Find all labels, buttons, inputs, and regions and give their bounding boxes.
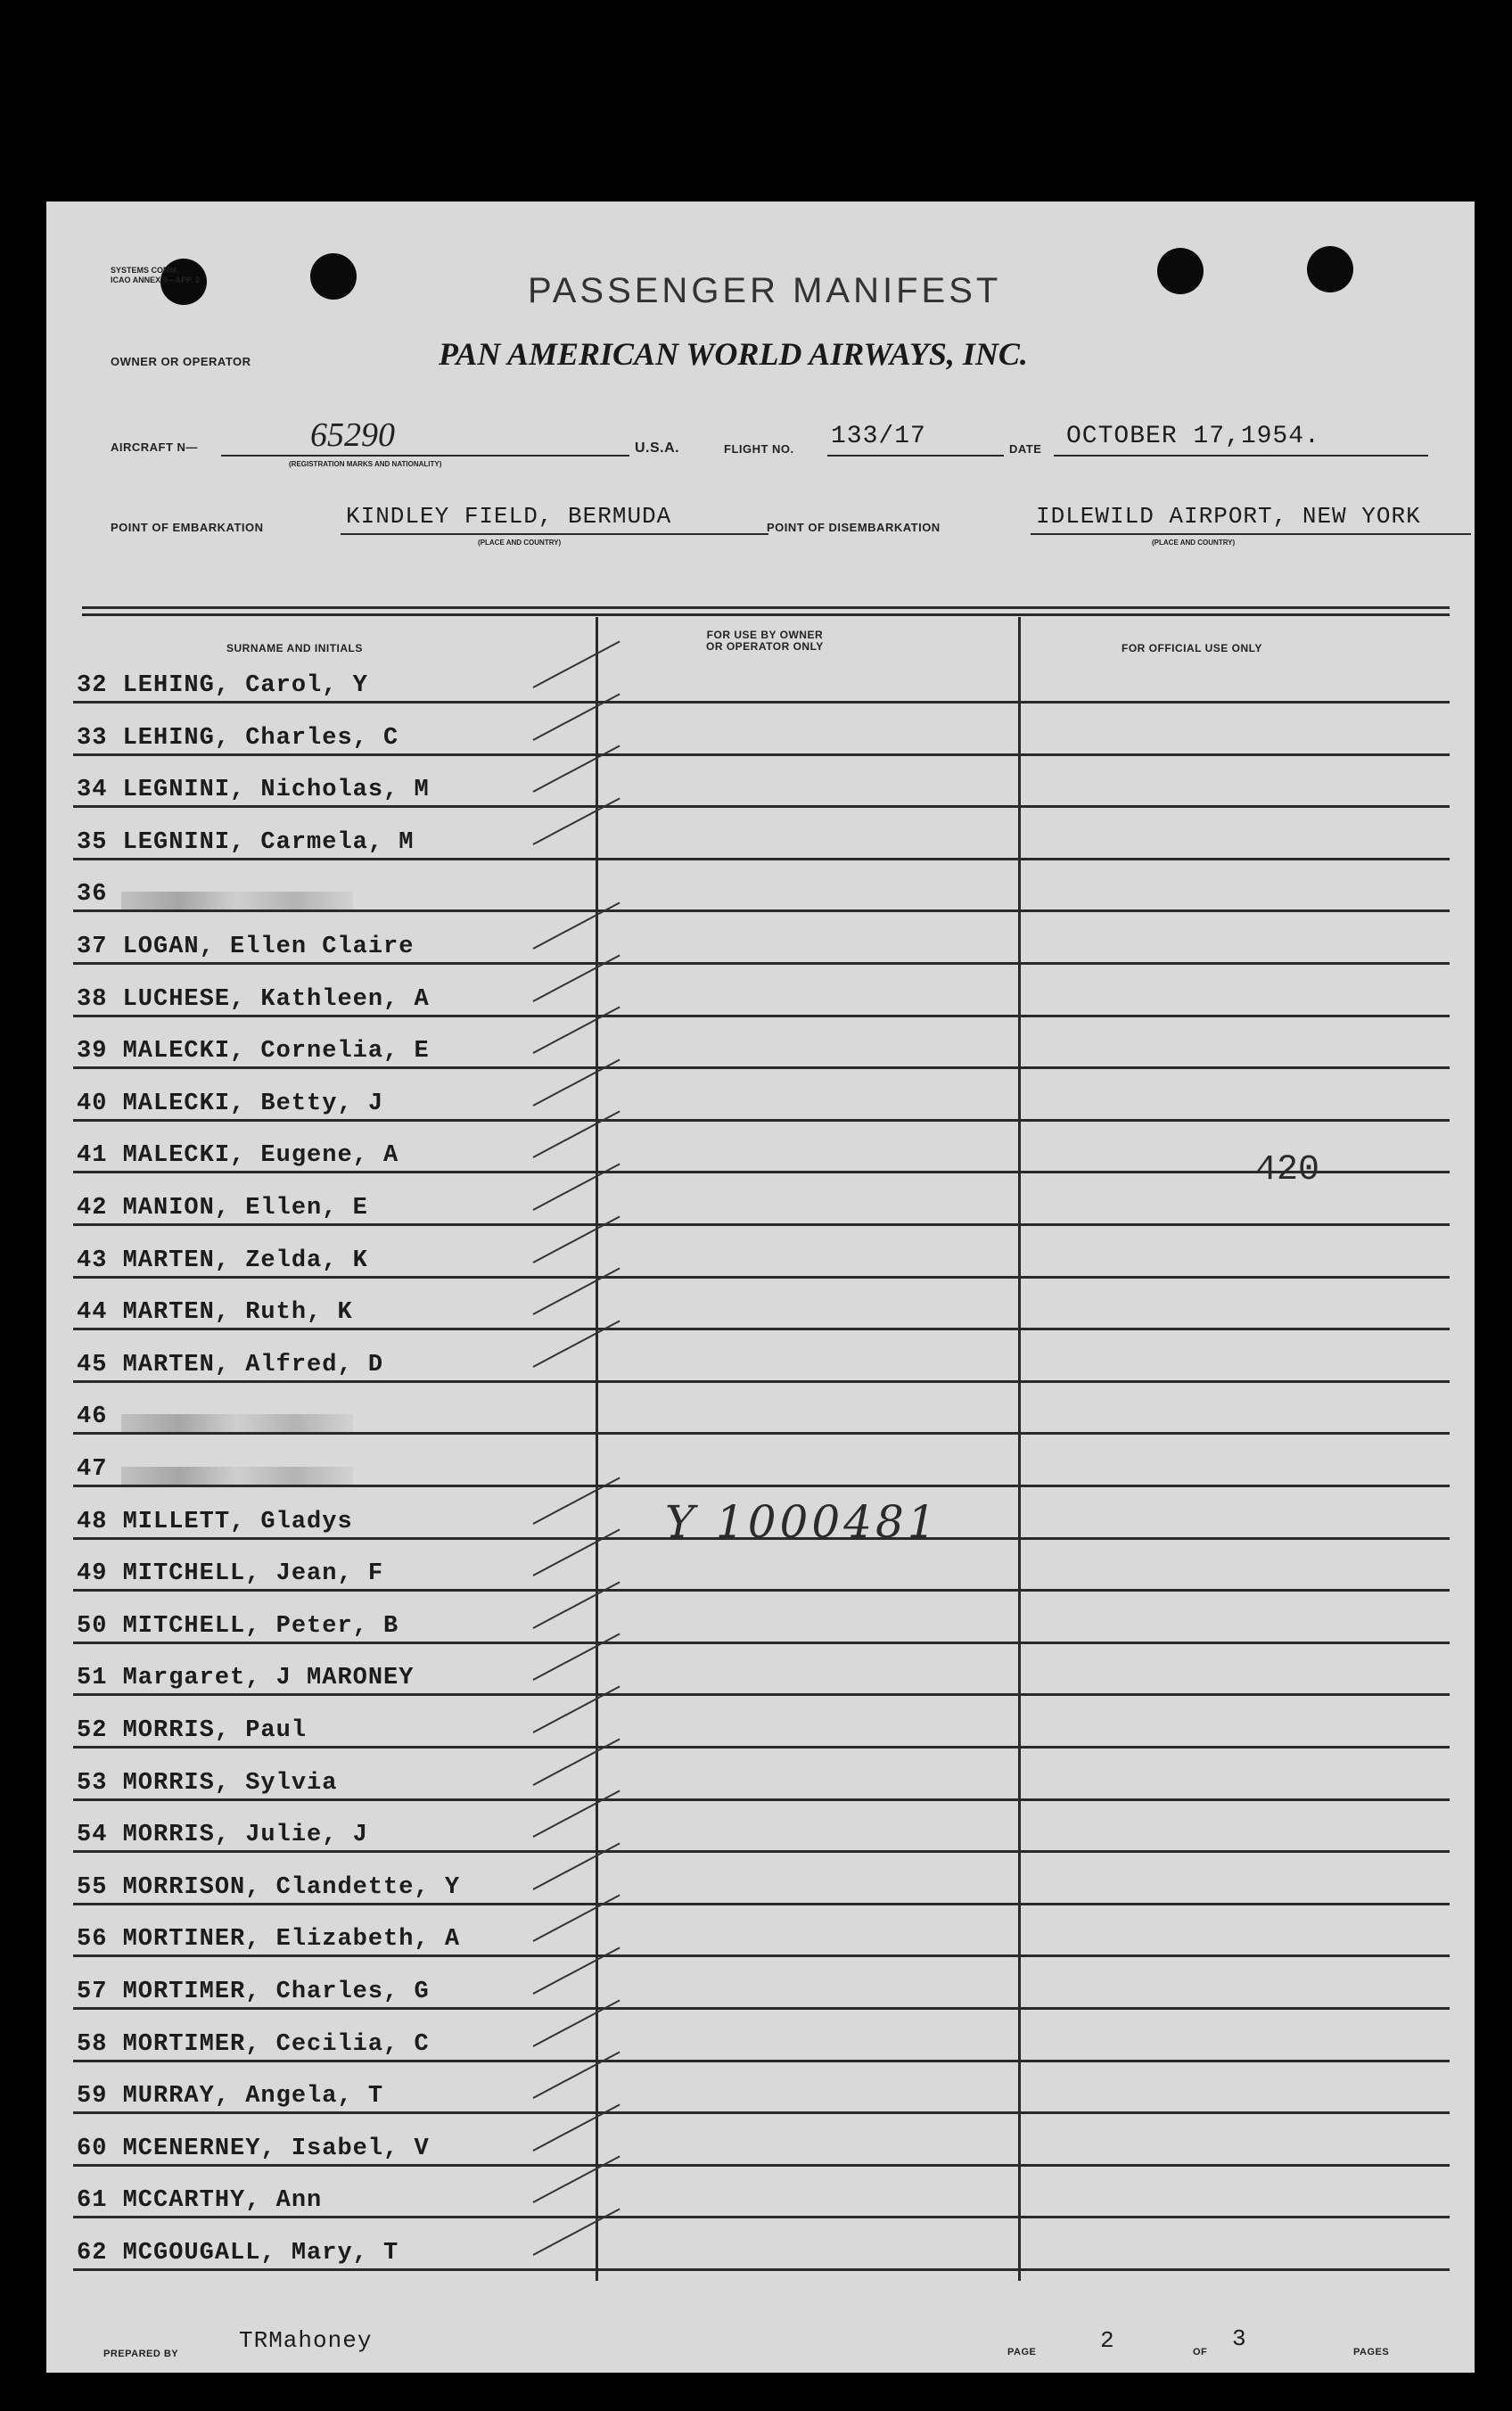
row-rule — [73, 753, 1450, 756]
passenger-name: MORRIS, Julie, J — [122, 1822, 368, 1849]
row-number: 40 — [77, 1090, 108, 1117]
row-number: 34 — [77, 777, 108, 804]
row-rule — [73, 1015, 1450, 1017]
punch-hole — [1307, 246, 1353, 292]
passenger-name: LEHING, Charles, C — [122, 724, 399, 752]
passenger-name: MORTIMER, Charles, G — [122, 1979, 430, 2005]
row-rule — [73, 2111, 1450, 2114]
row-number: 51 — [77, 1665, 108, 1692]
col-header-surname: SURNAME AND INITIALS — [226, 642, 363, 654]
row-rule — [73, 1276, 1450, 1279]
registration-caption: (REGISTRATION MARKS AND NATIONALITY) — [289, 460, 442, 468]
passenger-name: LOGAN, Ellen Claire — [122, 934, 415, 960]
row-rule — [73, 1380, 1450, 1383]
column-divider-2 — [1018, 617, 1021, 2281]
row-rule — [73, 1850, 1450, 1853]
row-number: 52 — [77, 1717, 108, 1744]
check-mark — [533, 640, 620, 687]
row-number: 39 — [77, 1038, 108, 1066]
passenger-name: MCGOUGALL, Mary, T — [122, 2240, 399, 2267]
table-top-rule — [82, 606, 1450, 609]
row-number: 54 — [77, 1822, 108, 1849]
row-rule — [73, 962, 1450, 965]
row-number: 49 — [77, 1560, 108, 1588]
row-number: 56 — [77, 1926, 108, 1954]
redacted-entry — [121, 892, 353, 909]
row-rule — [73, 1903, 1450, 1905]
row-rule — [73, 1171, 1450, 1173]
row-number: 58 — [77, 2030, 108, 2058]
flight-label: FLIGHT NO. — [724, 442, 794, 456]
passenger-name: MITCHELL, Peter, B — [122, 1612, 399, 1640]
passenger-name: MCCARTHY, Ann — [122, 2187, 323, 2215]
row-number: 46 — [77, 1403, 108, 1431]
row-rule — [73, 1954, 1450, 1957]
row-number: 33 — [77, 724, 108, 752]
row-number: 50 — [77, 1612, 108, 1640]
row-number: 37 — [77, 934, 108, 960]
row-rule — [73, 2060, 1450, 2062]
owner-label: OWNER OR OPERATOR — [111, 355, 251, 368]
row-number: 59 — [77, 2083, 108, 2111]
prepared-value: TRMahoney — [239, 2327, 373, 2354]
date-value: OCTOBER 17,1954. — [1066, 423, 1320, 450]
page-value: 2 — [1100, 2327, 1115, 2354]
flight-underline — [827, 455, 1004, 457]
aircraft-underline — [221, 455, 629, 457]
row-number: 55 — [77, 1873, 108, 1901]
disembark-value: IDLEWILD AIRPORT, NEW YORK — [1036, 503, 1421, 530]
row-number: 61 — [77, 2187, 108, 2215]
row-rule — [73, 1693, 1450, 1696]
of-label: OF — [1193, 2347, 1208, 2358]
date-underline — [1054, 455, 1428, 457]
row-number: 62 — [77, 2240, 108, 2267]
passenger-name: Margaret, J MARONEY — [122, 1665, 415, 1692]
punch-hole — [1157, 248, 1204, 294]
passenger-name: LEGNINI, Nicholas, M — [122, 777, 430, 804]
passenger-name: MITCHELL, Jean, F — [122, 1560, 384, 1588]
row-rule — [73, 2007, 1450, 2010]
row-rule — [73, 1798, 1450, 1801]
row-rule — [73, 1223, 1450, 1226]
redacted-entry — [121, 1414, 353, 1432]
row-rule — [73, 2268, 1450, 2271]
row-rule — [73, 805, 1450, 808]
row-number: 48 — [77, 1508, 108, 1535]
passenger-name: MURRAY, Angela, T — [122, 2083, 384, 2111]
of-value: 3 — [1232, 2325, 1247, 2352]
passenger-name: MORRIS, Sylvia — [122, 1769, 338, 1797]
form-title: PASSENGER MANIFEST — [528, 271, 1002, 310]
prepared-label: PREPARED BY — [103, 2349, 179, 2359]
passenger-name: MORTIMER, Cecilia, C — [122, 2030, 430, 2058]
aircraft-label: AIRCRAFT N— — [111, 440, 198, 454]
system-reference: SYSTEMS COMM. ICAO ANNEX 9—APP. 2 — [111, 266, 201, 284]
row-rule — [73, 1328, 1450, 1330]
passenger-name: MCENERNEY, Isabel, V — [122, 2135, 430, 2162]
official-note: 420 — [1255, 1150, 1320, 1190]
passenger-name: MORRIS, Paul — [122, 1717, 308, 1744]
passenger-name: MALECKI, Eugene, A — [122, 1142, 399, 1170]
operator-handwritten-note: Y 1000481 — [665, 1496, 940, 1548]
aircraft-value: 65290 — [310, 416, 395, 454]
operator-name: PAN AMERICAN WORLD AIRWAYS, INC. — [439, 336, 1028, 372]
row-rule — [73, 1746, 1450, 1749]
passenger-name: LUCHESE, Kathleen, A — [122, 985, 430, 1013]
row-number: 42 — [77, 1195, 108, 1222]
punch-hole — [310, 253, 357, 300]
row-number: 45 — [77, 1351, 108, 1378]
row-number: 60 — [77, 2135, 108, 2162]
row-number: 47 — [77, 1456, 108, 1483]
row-rule — [73, 858, 1450, 860]
usa-label: U.S.A. — [635, 440, 680, 456]
passenger-name: MORRISON, Clandette, Y — [122, 1873, 461, 1901]
column-divider-1 — [596, 617, 598, 2281]
row-number: 41 — [77, 1142, 108, 1170]
passenger-name: MARTEN, Zelda, K — [122, 1247, 368, 1274]
page-label: PAGE — [1007, 2347, 1037, 2358]
embark-label: POINT OF EMBARKATION — [111, 521, 264, 534]
col-header-official: FOR OFFICIAL USE ONLY — [1122, 642, 1262, 654]
row-rule — [73, 1485, 1450, 1487]
embark-caption: (PLACE AND COUNTRY) — [478, 539, 562, 547]
passenger-name: MORTINER, Elizabeth, A — [122, 1926, 461, 1954]
embark-underline — [341, 533, 768, 535]
passenger-name: MARTEN, Alfred, D — [122, 1351, 384, 1378]
pages-label: PAGES — [1353, 2347, 1390, 2358]
row-rule — [73, 2216, 1450, 2218]
manifest-sheet — [46, 202, 1475, 2373]
row-number: 44 — [77, 1299, 108, 1327]
col-header-operator: FOR USE BY OWNER OR OPERATOR ONLY — [706, 629, 824, 653]
row-number: 53 — [77, 1769, 108, 1797]
passenger-name: MILLETT, Gladys — [122, 1508, 353, 1535]
row-number: 43 — [77, 1247, 108, 1274]
date-label: DATE — [1009, 442, 1042, 456]
row-rule — [73, 1432, 1450, 1435]
embark-value: KINDLEY FIELD, BERMUDA — [346, 503, 672, 530]
row-rule — [73, 701, 1450, 704]
passenger-name: MARTEN, Ruth, K — [122, 1299, 353, 1327]
passenger-name: MANION, Ellen, E — [122, 1195, 368, 1222]
row-number: 38 — [77, 985, 108, 1013]
disembark-caption: (PLACE AND COUNTRY) — [1152, 539, 1236, 547]
passenger-name: MALECKI, Cornelia, E — [122, 1038, 430, 1066]
row-rule — [73, 1119, 1450, 1122]
row-rule — [73, 1589, 1450, 1592]
table-top-rule-2 — [82, 613, 1450, 616]
row-number: 57 — [77, 1979, 108, 2005]
passenger-name: LEGNINI, Carmela, M — [122, 828, 415, 856]
row-rule — [73, 2164, 1450, 2167]
redacted-entry — [121, 1467, 353, 1485]
row-rule — [73, 1066, 1450, 1069]
row-rule — [73, 909, 1450, 912]
passenger-name: LEHING, Carol, Y — [122, 672, 368, 699]
row-number: 32 — [77, 672, 108, 699]
disembark-label: POINT OF DISEMBARKATION — [767, 521, 941, 534]
row-rule — [73, 1642, 1450, 1644]
flight-value: 133/17 — [831, 423, 926, 450]
passenger-name: MALECKI, Betty, J — [122, 1090, 384, 1117]
row-number: 35 — [77, 828, 108, 856]
row-number: 36 — [77, 881, 108, 909]
disembark-underline — [1031, 533, 1471, 535]
